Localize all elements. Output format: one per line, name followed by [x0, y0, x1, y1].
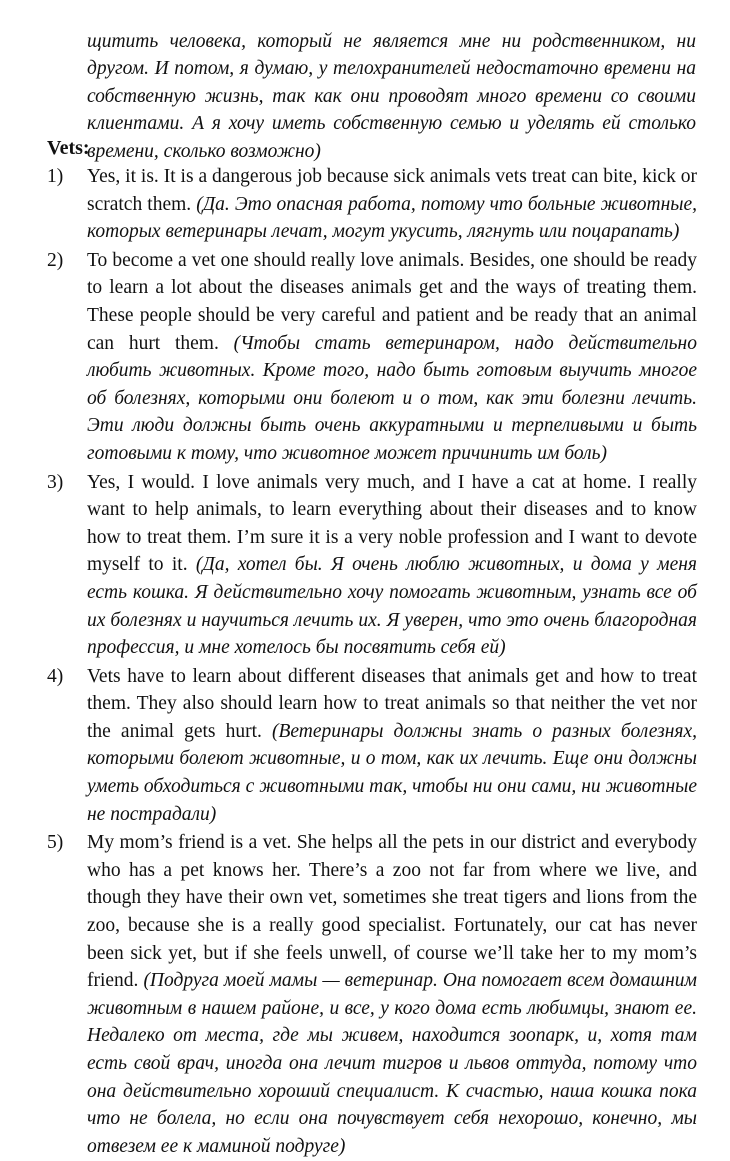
- russian-translation: (Подруга моей мамы — ветеринар. Она помогает всем домашним животным в нашем районе, и все, у кого дома есть любимцы, знают ее. Недалеко от места, где мы живем, находится зоопарк, и, хотя там есть свой врач, иногда она лечит тигров и львов оттуда, потому что она действительно хороший специалист. К счастью, наша кошка пока что не болела, но если она почувствует себя нехорошо, конечно, мы отвезем ее к маминой подруге): [87, 970, 697, 1157]
- english-answer: To become a vet one should really love animals. Besides, one should be ready to learn a lot about the diseases animals get and the ways of treating them. These people should be very careful and patient and be ready that an animal can hurt them.: [87, 249, 697, 354]
- list-item: [47, 829, 697, 1160]
- item-number: 2): [47, 249, 64, 271]
- list-item: [47, 163, 697, 246]
- english-answer: Yes, it is. It is a dangerous job because sick animals vets treat can bite, kick or scratch them.: [87, 166, 697, 215]
- english-answer: Yes, I would. I love animals very much, and I have a cat at home. I really want to help animals, to learn everything about their diseases and to know how to treat them. I’m sure it is a very noble profession and I want to devote myself to it.: [87, 471, 697, 576]
- item-number: 1): [47, 166, 64, 187]
- section-heading: Vets:: [47, 137, 90, 159]
- russian-translation: (Да, хотел бы. Я очень люблю животных, и дома у меня есть кошка. Я действительно хочу помогать животным, узнать все об их болезнях и научиться лечить их. Я уверен, что это очень благородная профессия, и мне хотелось бы посвятить себя ей): [87, 554, 698, 659]
- list-item: [47, 663, 697, 829]
- english-answer: Vets have to learn about different diseases that animals get and how to treat them. They also should learn how to treat animals so that neither the vet nor the animal gets hurt.: [87, 665, 697, 742]
- russian-translation: (Да. Это опасная работа, потому что больные животные, которых ветеринары лечат, могут укусить, лягнуть или поцарапать): [87, 193, 697, 243]
- list-item: [47, 247, 697, 468]
- english-answer: My mom’s friend is a vet. She helps all the pets in our district and everybody who has a pet knows her. There’s a zoo not far from where we live, and though they have their own vet, sometimes she treat tigers and lions from the zoo, because she is a really good specialist. Fortunately, our cat has never been sick yet, but if she feels unwell, of course we’ll take her to my mom’s friend.: [87, 832, 697, 992]
- answers-list: [47, 163, 697, 1161]
- russian-translation: (Ветеринары должны знать о разных болезнях, которыми болеют животные, и о том, как их лечить. Еще они должны уметь обходиться с животными так, чтобы ни они сами, ни животные не пострадали): [87, 720, 697, 825]
- intro-paragraph: щитить человека, который не является мне ни родственником, ни другом. И потом, я думаю, у телохранителей недостаточно времени на собственную жизнь, так как они проводят много времени со своими клиентами. А я хочу иметь собственную семью и уделять ей столько времени, сколько возможно): [87, 30, 696, 162]
- item-number: 4): [47, 665, 64, 687]
- russian-translation: (Чтобы стать ветеринаром, надо действительно любить животных. Кроме того, надо быть готовым выучить многое об болезнях, которыми они болеют и о том, как эти болезни лечить. Эти люди должны быть очень аккуратными и терпеливыми и быть готовыми к тому, что животное может причинить им боль): [87, 332, 697, 464]
- item-number: 3): [47, 471, 64, 493]
- list-item: [47, 469, 697, 662]
- item-number: 5): [47, 832, 64, 854]
